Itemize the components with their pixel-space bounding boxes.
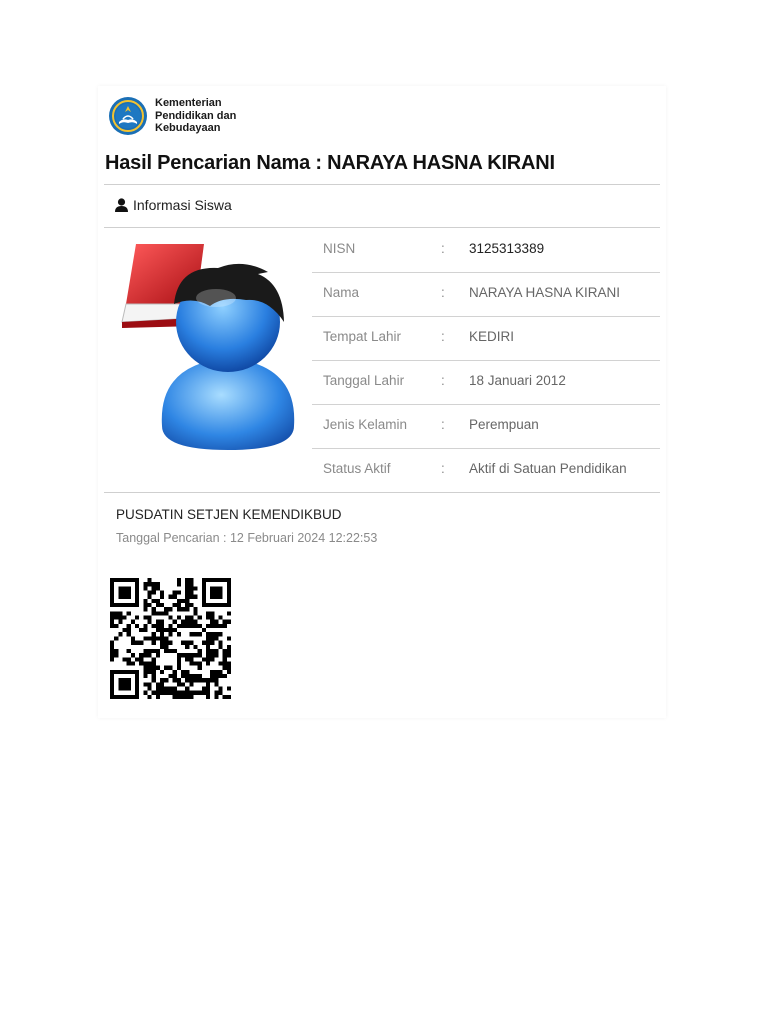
org-line-3: Kebudayaan — [155, 122, 221, 134]
section-label: Informasi Siswa — [133, 197, 232, 213]
org-line-1: Kementerian — [155, 97, 222, 109]
row-label: Tempat Lahir — [323, 329, 402, 344]
row-value: 18 Januari 2012 — [469, 373, 566, 388]
row-separator: : — [441, 417, 445, 432]
row-separator: : — [441, 461, 445, 476]
info-row-tanggal-lahir — [312, 360, 660, 405]
row-separator: : — [441, 329, 445, 344]
user-icon — [115, 198, 128, 212]
row-label: Tanggal Lahir — [323, 373, 405, 388]
search-date: Tanggal Pencarian : 12 Februari 2024 12:22:53 — [116, 531, 378, 545]
org-line-2: Pendidikan dan — [155, 109, 237, 122]
table-bottom-divider — [104, 492, 660, 493]
title-divider — [104, 184, 660, 185]
row-separator: : — [441, 373, 445, 388]
info-row-nama — [312, 272, 660, 317]
row-value: KEDIRI — [469, 329, 515, 344]
section-header — [115, 197, 232, 213]
row-value: Aktif di Satuan Pendidikan — [469, 461, 627, 476]
org-name — [155, 97, 236, 135]
row-value: 3125313389 — [469, 241, 545, 256]
row-label: NISN — [323, 241, 356, 256]
row-label: Jenis Kelamin — [323, 417, 408, 432]
qr-code — [110, 578, 231, 699]
student-avatar-icon — [118, 236, 303, 454]
row-separator: : — [441, 285, 445, 300]
row-label: Nama — [323, 285, 360, 300]
page-title: Hasil Pencarian Nama : NARAYA HASNA KIRANI — [105, 152, 555, 174]
data-source: PUSDATIN SETJEN KEMENDIKBUD — [116, 507, 342, 522]
row-value: NARAYA HASNA KIRANI — [469, 285, 621, 300]
info-row-tempat-lahir — [312, 316, 660, 361]
row-separator: : — [441, 241, 445, 256]
row-value: Perempuan — [469, 417, 539, 432]
row-label: Status Aktif — [323, 461, 391, 476]
info-row-nisn — [312, 228, 660, 273]
kemendikbud-logo — [108, 96, 148, 136]
info-row-status-aktif — [312, 448, 660, 493]
info-row-jenis-kelamin — [312, 404, 660, 449]
